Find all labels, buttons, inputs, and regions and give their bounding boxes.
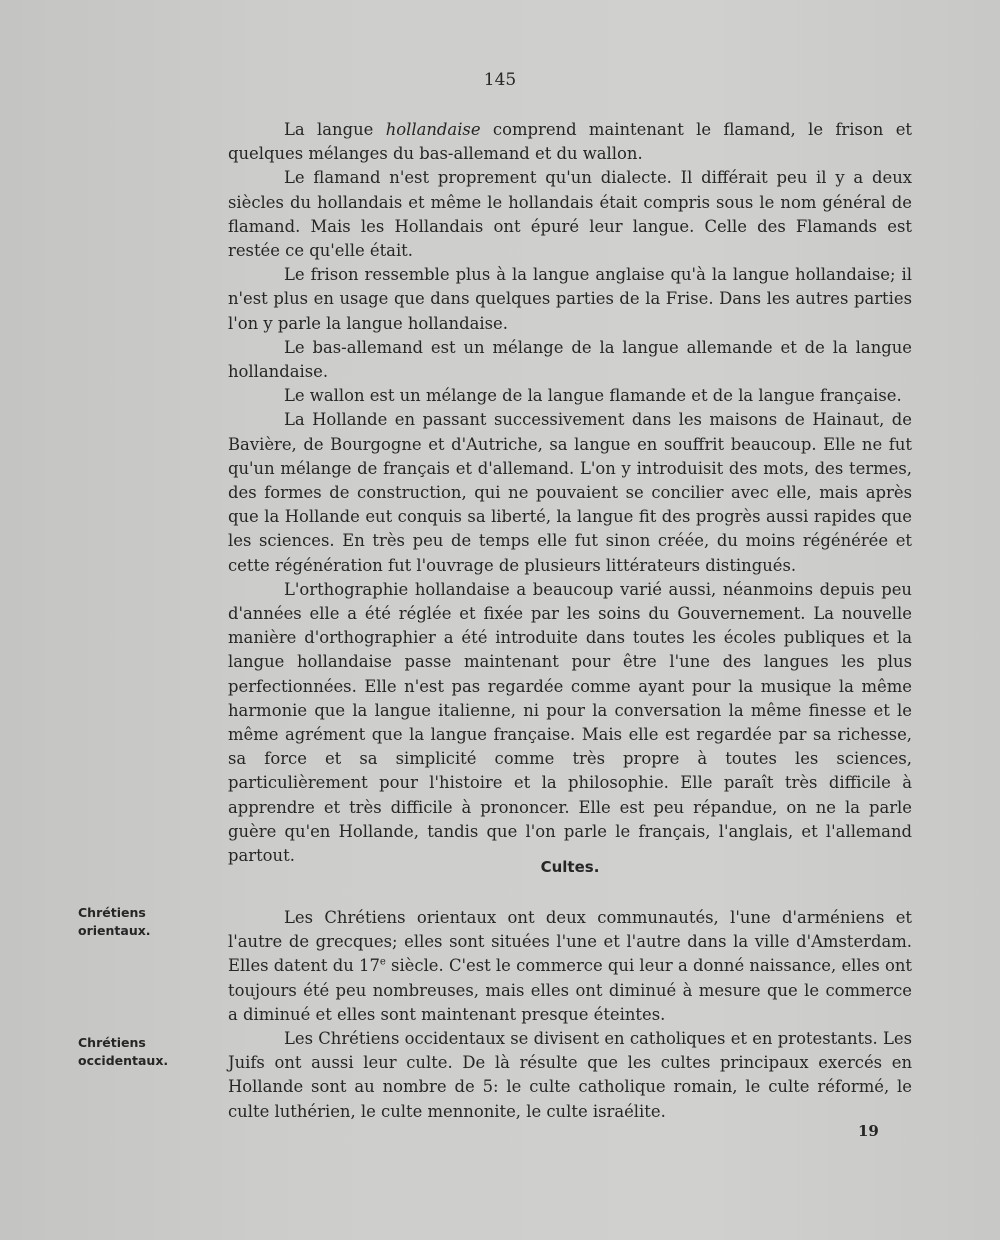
margin-note-chretiens-orientaux: Chrétiens orientaux. xyxy=(78,905,151,938)
main-text xyxy=(228,118,912,868)
paragraph-wallon: Le wallon est un mélange de la langue flamande et de la langue française. xyxy=(284,386,902,406)
paragraph-orthographie: L'orthographie hollandaise a beaucoup varié aussi, néanmoins depuis peu d'années elle a été réglée et fixée par les soins du Gouvernement. La nouvelle manière d'orthographier a été introduite dans toutes les écoles publiques et la langue hollandaise passe maintenant pour être l'une des langues les plus perfectionnées. Elle n'est pas regardée comme ayant pour la musique la même harmonie que la langue italienne, ni pour la conversation la même finesse et le même agrément que la langue française. Mais elle est regardée par sa richesse, sa force et sa simplicité comme très propre à toutes les sciences, particulièrement pour l'histoire et la philosophie. Elle paraît très difficile à apprendre et très difficile à prononcer. Elle est peu répandue, on ne la parle guère qu'en Hollande, tandis que l'on parle le français, l'anglais, et l'allemand partout. xyxy=(228,579,912,866)
emphasis-hollandaise: hollandaise xyxy=(385,120,481,139)
paragraph-chretiens-occidentaux: Les Chrétiens occidentaux se divisent en catholiques et en protestants. Les Juifs ont aussi leur culte. De là résulte que les cultes principaux exercés en Hollande sont au nombre de 5: le culte catholique romain, le culte réformé, le culte luthérien, le culte mennonite, le culte israélite. xyxy=(228,1029,912,1121)
page-number: 145 xyxy=(483,70,517,90)
paragraph-bas-allemand: Le bas-allemand est un mélange de la langue allemande et de la langue hollandaise. xyxy=(228,337,912,382)
printer-signature-mark: 19 xyxy=(858,1122,879,1140)
margin-note-chretiens-occidentaux: Chrétiens occidentaux. xyxy=(78,1035,169,1068)
paragraph-frison: Le frison ressemble plus à la langue anglaise qu'à la langue hollandaise; il n'est plus en usage que dans quelques parties de la Frise. Dans les autres parties l'on y parle la langue hollandaise. xyxy=(228,265,912,333)
paragraph-flamand: Le flamand n'est proprement qu'un dialecte. Il différait peu il y a deux siècles du hollandais et même le hollandais était compris sous le nom général de flamand. Mais les Hollandais ont épuré leur langue. Celle des Flamands est restée ce qu'elle était. xyxy=(228,168,912,261)
section-title-cultes: Cultes. xyxy=(540,858,600,876)
paragraph-chretiens-orientaux: Les Chrétiens orientaux ont deux communautés, l'une d'arméniens et l'autre de grecques; elles sont situées l'une et l'autre dans la ville d'Amsterdam. Elles datent du 17e siècle. C'est le commerce qui leur a donné naissance, elles ont toujours été peu nombreuses, mais elles ont diminué à mesure que le commerce a diminué et elles sont maintenant presque éteintes. xyxy=(228,908,912,1024)
superscript-e: e xyxy=(379,956,386,968)
cultes-text xyxy=(228,906,912,1124)
paragraph-langue-hollandaise: La langue hollandaise comprend maintenant le flamand, le frison et quelques mélanges du bas-allemand et du wallon. xyxy=(228,120,912,164)
paragraph-histoire-langue: La Hollande en passant successivement dans les maisons de Hainaut, de Bavière, de Bourgogne et d'Autriche, sa langue en souffrit beaucoup. Elle ne fut qu'un mélange de français et d'allemand. L'on y introduisit des mots, des termes, des formes de construction, qui ne pouvaient se concilier avec elle, mais après que la Hollande eut conquis sa liberté, la langue fit des progrès aussi rapides que les sciences. En très peu de temps elle fut sinon créée, du moins régénérée et cette régénération fut l'ouvrage de plusieurs littérateurs distingués. xyxy=(228,410,912,575)
